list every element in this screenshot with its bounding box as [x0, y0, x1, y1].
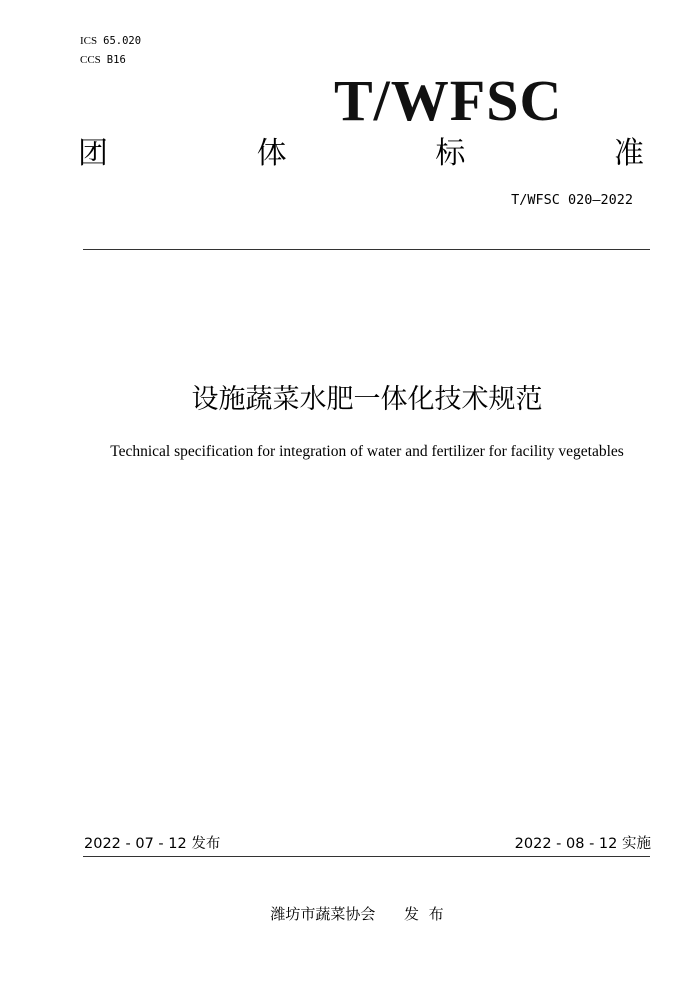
ccs-value: B16: [106, 54, 126, 66]
standard-type-char: 体: [256, 136, 287, 171]
ccs-code: [80, 53, 126, 67]
publisher: 潍坊市蔬菜协会 发 布: [270, 905, 444, 923]
standard-number: T/WFSC 020—2022: [511, 192, 633, 208]
implementation-date: 2022 - 08 - 12 实施: [514, 836, 651, 852]
ics-label: ICS: [80, 35, 98, 47]
ics-code: [80, 34, 141, 48]
standard-type-char: 准: [613, 136, 644, 171]
header-divider: [83, 249, 650, 250]
document-title-chinese: 设施蔬菜水肥一体化技术规范: [191, 384, 543, 415]
document-title-english: Technical specification for integration of water and fertilizer for facility vegetables: [110, 443, 624, 460]
footer-divider: [83, 856, 650, 857]
issue-date: 2022 - 07 - 12 发布: [84, 836, 221, 852]
standard-type-char: 团: [78, 136, 108, 171]
organization-logo: T/WFSC: [334, 68, 563, 133]
standard-type-heading: [78, 134, 644, 174]
ics-value: 65.020: [103, 35, 142, 47]
ccs-label: CCS: [80, 54, 101, 66]
standard-type-char: 标: [435, 136, 466, 171]
